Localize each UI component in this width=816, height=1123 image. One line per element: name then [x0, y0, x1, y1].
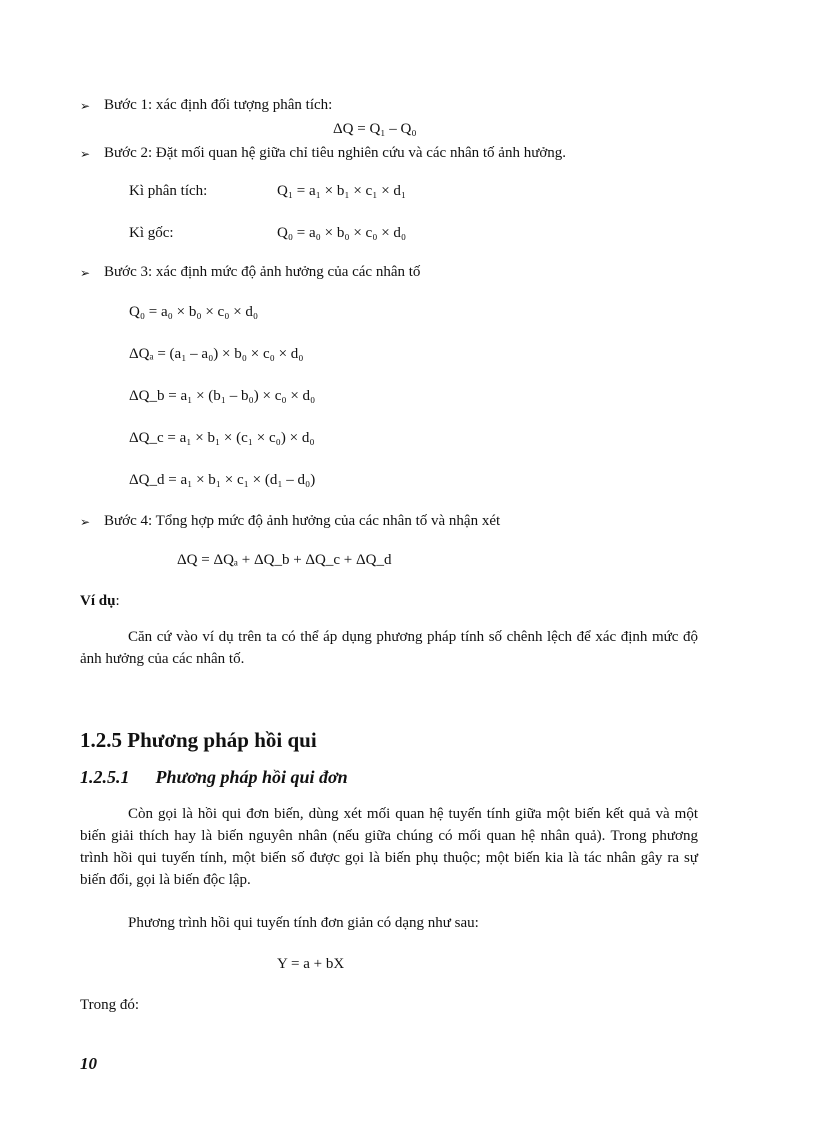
step-1-formula: ΔQ = Q₁ – Q₀ — [333, 121, 417, 137]
example-label-text: Ví dụ — [80, 593, 116, 609]
example-paragraph: Căn cứ vào ví dụ trên ta có thể áp dụng phương pháp tính số chênh lệch để xác định mức độ ảnh hưởng của các nhân tố. — [80, 629, 698, 667]
bullet-icon: ➢ — [80, 515, 91, 529]
period-analysis-formula: Q₁ = a₁ × b₁ × c₁ × d₁ — [277, 183, 407, 199]
formula-delta-qb: ΔQ_b = a₁ × (b₁ – b₀) × c₀ × d₀ — [129, 388, 316, 404]
subsection-heading — [80, 768, 348, 786]
formula-delta-qc: ΔQ_c = a₁ × b₁ × (c₁ × c₀) × d₀ — [129, 430, 315, 446]
period-base-label: Kì gốc: — [129, 225, 174, 241]
bullet-icon: ➢ — [80, 147, 91, 161]
step-1-text: Bước 1: xác định đối tượng phân tích: — [104, 97, 333, 113]
step-3-text: Bước 3: xác định mức độ ảnh hưởng của các nhân tố — [104, 264, 421, 280]
formula-q0: Q₀ = a₀ × b₀ × c₀ × d₀ — [129, 304, 259, 320]
subsection-title: Phương pháp hồi qui đơn — [155, 767, 348, 787]
regression-intro: Phương trình hồi qui tuyến tính đơn giản có dạng như sau: — [128, 915, 479, 931]
example-label — [80, 594, 120, 609]
formula-delta-qd: ΔQ_d = a₁ × b₁ × c₁ × (d₁ – d₀) — [129, 472, 316, 488]
bullet-icon: ➢ — [80, 99, 91, 113]
step-4-formula: ΔQ = ΔQₐ + ΔQ_b + ΔQ_c + ΔQ_d — [177, 552, 392, 568]
step-2-text: Bước 2: Đặt mối quan hệ giữa chỉ tiêu nghiên cứu và các nhân tố ảnh hưởng. — [104, 145, 567, 161]
example-label-colon: : — [115, 593, 120, 609]
step-4-text: Bước 4: Tổng hợp mức độ ảnh hưởng của các nhân tố và nhận xét — [104, 513, 501, 529]
regression-equation: Y = a + bX — [277, 956, 345, 972]
where-label: Trong đó: — [80, 997, 140, 1013]
section-heading: 1.2.5 Phương pháp hồi qui — [80, 728, 317, 752]
page-number: 10 — [80, 1054, 97, 1073]
subsection-number: 1.2.5.1 — [80, 767, 130, 787]
period-base-formula: Q₀ = a₀ × b₀ × c₀ × d₀ — [277, 225, 407, 241]
regression-paragraph: Còn gọi là hồi qui đơn biến, dùng xét mối quan hệ tuyến tính giữa một biến kết quả và một biến giải thích hay là biến nguyên nhân (nếu giữa chúng có mối quan hệ nhân quả). Trong phương trình hồi qui tuyến tính, một biến số được gọi là biến phụ thuộc; một biến kia là tác nhân gây ra sự biến đổi, gọi là biến độc lập. — [80, 806, 698, 888]
period-analysis-label: Kì phân tích: — [129, 183, 208, 199]
formula-delta-qa: ΔQₐ = (a₁ – a₀) × b₀ × c₀ × d₀ — [129, 346, 304, 362]
bullet-icon: ➢ — [80, 266, 91, 280]
